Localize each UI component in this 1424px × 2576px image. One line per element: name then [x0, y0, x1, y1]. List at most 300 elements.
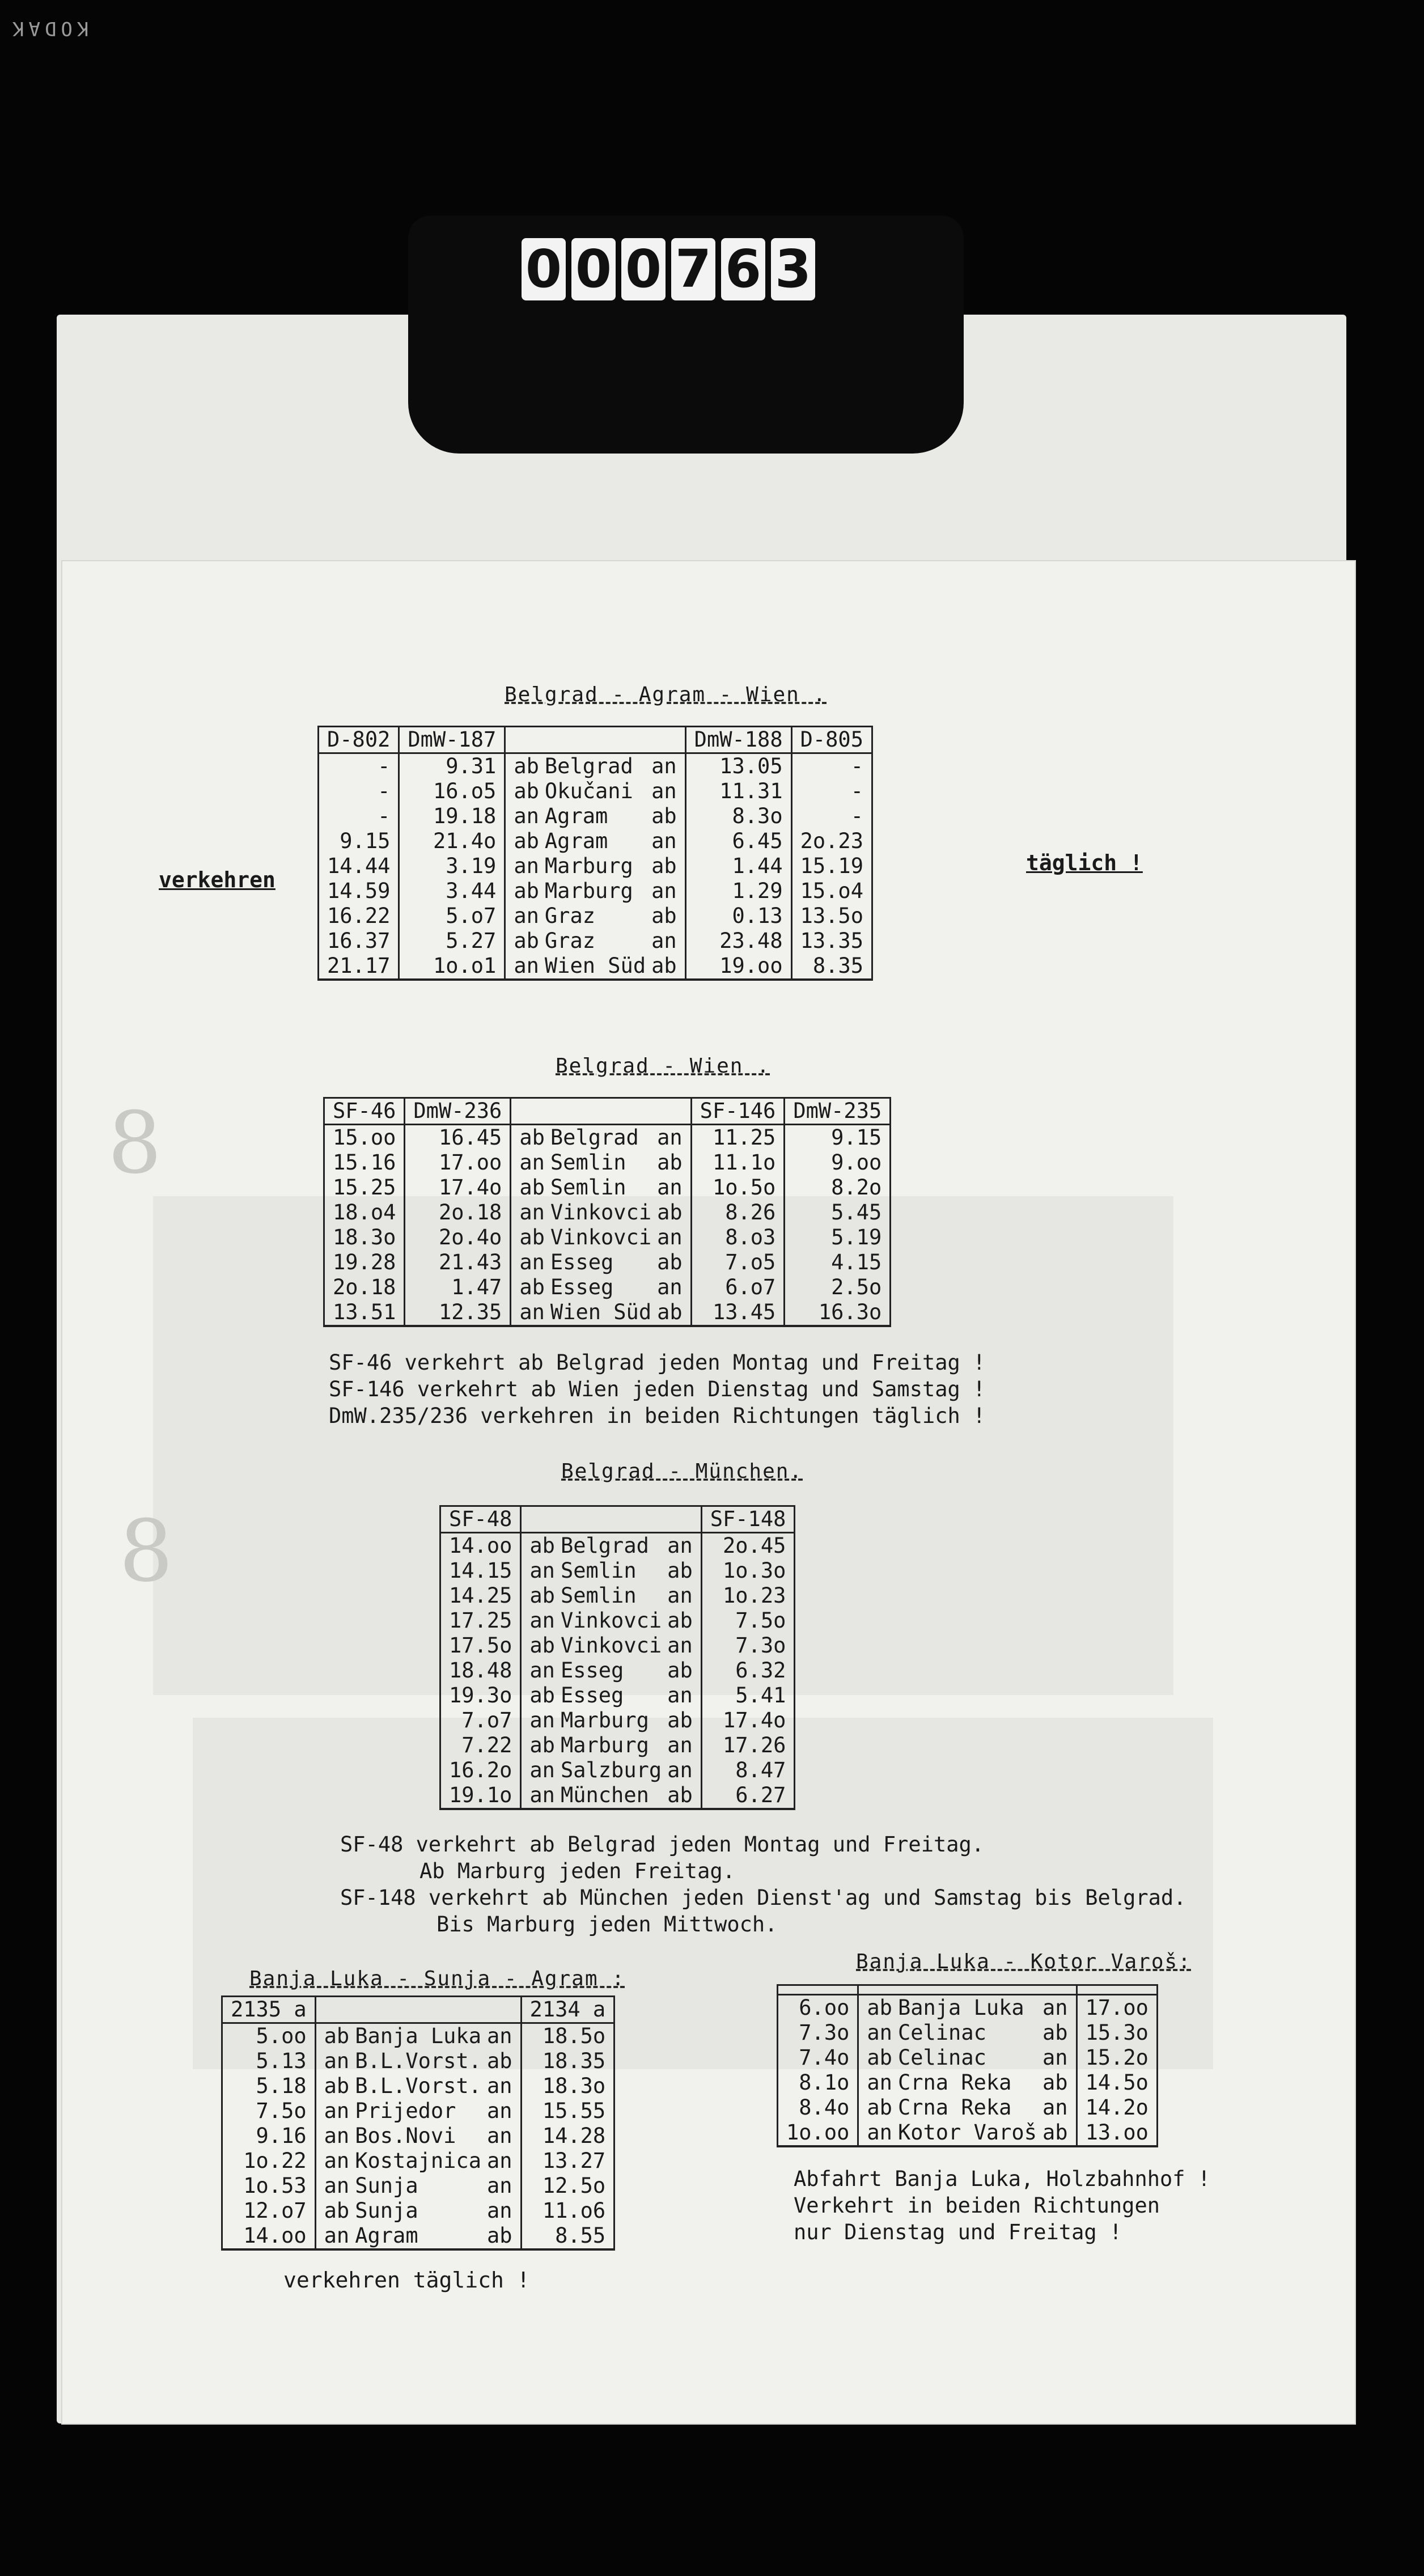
- table-cell: 1.47: [405, 1275, 511, 1300]
- table-cell: 9.oo: [785, 1150, 891, 1175]
- table-cell: 15.16: [324, 1150, 405, 1175]
- column-header: DmW-188: [685, 727, 791, 753]
- table-cell: an: [667, 1758, 701, 1783]
- table-cell: 15.oo: [324, 1125, 405, 1151]
- table-row: [440, 1683, 795, 1708]
- table-row: [222, 2223, 614, 2249]
- table-cell: an: [521, 1708, 555, 1733]
- table-row: [222, 2149, 614, 2174]
- table-cell: 19.18: [399, 804, 505, 829]
- table-cell: ab: [505, 829, 539, 854]
- table-row: [440, 1533, 795, 1559]
- table-row: [324, 1125, 891, 1151]
- note-line: SF-146 verkehrt ab Wien jeden Dienstag und Samstag !: [329, 1377, 986, 1401]
- table-cell: 7.22: [440, 1733, 521, 1758]
- table-cell: 5.oo: [222, 2023, 316, 2049]
- table-cell: 14.5o: [1077, 2070, 1157, 2095]
- table-cell: 5.19: [785, 1225, 891, 1250]
- table-cell: an: [511, 1150, 545, 1175]
- table-row: [319, 954, 872, 980]
- table-cell: an: [667, 1583, 701, 1608]
- table-cell: ab: [858, 2095, 892, 2120]
- table-row: [778, 2070, 1158, 2095]
- table-cell: 15.25: [324, 1175, 405, 1200]
- table-cell: 16.22: [319, 904, 399, 929]
- table-cell: 1o.3o: [701, 1558, 795, 1583]
- table-cell: 8.26: [691, 1200, 785, 1225]
- table-cell: Graz: [544, 904, 595, 928]
- table-cell: an: [487, 2099, 521, 2124]
- table-cell: an: [511, 1300, 545, 1326]
- table-cell: 11.31: [685, 779, 791, 804]
- table-cell: 13.35: [791, 929, 872, 954]
- table-cell: 11.1o: [691, 1150, 785, 1175]
- table-cell: 15.3o: [1077, 2020, 1157, 2045]
- table-cell: an: [667, 1633, 701, 1658]
- table-row: [319, 904, 872, 929]
- table-cell: ab: [858, 1995, 892, 2021]
- note-line: Verkehrt in beiden Richtungen: [794, 2193, 1160, 2218]
- column-header: [521, 1506, 701, 1533]
- table-cell: an: [521, 1783, 555, 1809]
- table-cell: 19.1o: [440, 1783, 521, 1809]
- table-cell: ab: [1042, 2120, 1077, 2146]
- table-cell: Agram: [349, 2223, 487, 2249]
- table-cell: 18.3o: [521, 2074, 614, 2099]
- table-row: [319, 829, 872, 854]
- column-header: 2134 a: [521, 1997, 614, 2023]
- table-cell: Crna Reka: [897, 2070, 1012, 2095]
- note-line: Abfahrt Banja Luka, Holzbahnhof !: [794, 2167, 1211, 2191]
- table-cell: an: [315, 2174, 349, 2198]
- table-cell: 16.o5: [399, 779, 505, 804]
- column-header: [505, 727, 685, 753]
- table-cell: 14.25: [440, 1583, 521, 1608]
- table-cell: -: [791, 753, 872, 779]
- table-cell: an: [858, 2120, 892, 2146]
- column-header: SF-146: [691, 1098, 785, 1125]
- table-cell: 8.4o: [778, 2095, 858, 2120]
- table-cell: an: [1042, 2045, 1077, 2070]
- table-cell: an: [651, 779, 685, 804]
- table-cell: Semlin: [550, 1175, 626, 1200]
- table-cell: ab: [521, 1583, 555, 1608]
- column-header: DmW-235: [785, 1098, 891, 1125]
- table-cell: Vinkovci: [550, 1200, 652, 1225]
- table-cell: ab: [651, 954, 685, 980]
- table-row: [440, 1733, 795, 1758]
- table-row: [222, 2124, 614, 2149]
- table-cell: Graz: [544, 929, 595, 953]
- table-cell: an: [487, 2149, 521, 2174]
- table-cell: 1o.o1: [399, 954, 505, 980]
- table-cell: 12.o7: [222, 2198, 316, 2223]
- table-cell: ab: [651, 904, 685, 929]
- table-cell: an: [521, 1558, 555, 1583]
- column-header: [778, 1985, 858, 1995]
- table-cell: 18.48: [440, 1658, 521, 1683]
- table-cell: -: [791, 804, 872, 829]
- table-cell: an: [315, 2223, 349, 2249]
- table-cell: an: [505, 954, 539, 980]
- header-row: [778, 1985, 1158, 1995]
- table-row: [440, 1708, 795, 1733]
- table-row: [440, 1658, 795, 1683]
- table-row: [222, 2049, 614, 2074]
- column-header: SF-148: [701, 1506, 795, 1533]
- table-cell: Vinkovci: [560, 1608, 662, 1633]
- table-cell: Esseg: [550, 1250, 614, 1274]
- table-cell: 11.o6: [521, 2198, 614, 2223]
- table-cell: Okučani: [544, 779, 633, 803]
- table-cell: Belgrad: [550, 1125, 639, 1150]
- table-cell: Esseg: [560, 1683, 624, 1708]
- table-cell: 7.o5: [691, 1250, 785, 1275]
- table-cell: 5.18: [222, 2074, 316, 2099]
- table-cell: ab: [315, 2023, 349, 2049]
- header-row: [222, 1997, 614, 2023]
- table-cell: an: [1042, 2095, 1077, 2120]
- title-banja-luka-sunja-agram: Banja Luka - Sunja - Agram :: [249, 1967, 625, 1990]
- table-cell: Belgrad: [560, 1533, 649, 1558]
- counter-digit: 7: [671, 238, 715, 300]
- timetable-belgrad-muenchen: [439, 1505, 795, 1810]
- table-cell: Prijedor: [355, 2099, 456, 2123]
- table-cell: Esseg: [560, 1658, 624, 1683]
- table-cell: 15.o4: [791, 879, 872, 904]
- table-cell: 17.4o: [405, 1175, 511, 1200]
- label-taeglich: täglich !: [1026, 850, 1143, 875]
- table-row: [324, 1225, 891, 1250]
- table-cell: Celinac: [897, 2045, 986, 2070]
- table-cell: 2o.4o: [405, 1225, 511, 1250]
- table-cell: 13.45: [691, 1300, 785, 1326]
- table-cell: ab: [521, 1683, 555, 1708]
- document-page: [62, 561, 1355, 2424]
- note-line: SF-48 verkehrt ab Belgrad jeden Montag und Freitag.: [340, 1832, 985, 1857]
- table-cell: Agram: [544, 829, 608, 853]
- table-cell: 2.5o: [785, 1275, 891, 1300]
- table-cell: 21.43: [405, 1250, 511, 1275]
- table-cell: 8.55: [521, 2223, 614, 2249]
- table-cell: an: [521, 1658, 555, 1683]
- title-belgrad-wien: Belgrad - Wien .: [556, 1054, 770, 1078]
- column-header: D-802: [319, 727, 399, 753]
- table-cell: 17.5o: [440, 1633, 521, 1658]
- counter-digit: 3: [771, 238, 815, 300]
- table-cell: 14.44: [319, 854, 399, 879]
- table-cell: an: [315, 2149, 349, 2174]
- table-cell: 1o.5o: [691, 1175, 785, 1200]
- counter-digit: 0: [571, 238, 616, 300]
- table-cell: ab: [651, 854, 685, 879]
- table-cell: 13.5o: [791, 904, 872, 929]
- header-row: [319, 727, 872, 753]
- counter-digit: 6: [721, 238, 765, 300]
- table-row: [319, 854, 872, 879]
- table-row: [778, 2020, 1158, 2045]
- table-row: [778, 1995, 1158, 2021]
- table-cell: Wien Süd: [539, 954, 651, 980]
- table-cell: 19.3o: [440, 1683, 521, 1708]
- title-belgrad-agram-wien: Belgrad - Agram - Wien .: [505, 683, 827, 706]
- table-row: [319, 779, 872, 804]
- table-cell: 12.35: [405, 1300, 511, 1326]
- table-cell: Marburg: [544, 879, 633, 903]
- table-row: [440, 1758, 795, 1783]
- table-cell: Vinkovci: [560, 1633, 662, 1658]
- table-cell: an: [651, 879, 685, 904]
- table-cell: 13.51: [324, 1300, 405, 1326]
- table-row: [319, 929, 872, 954]
- table-cell: Banja Luka: [355, 2024, 481, 2048]
- table-cell: 19.oo: [685, 954, 791, 980]
- table-cell: 15.19: [791, 854, 872, 879]
- timetable-banja-luka-sunja-agram: [221, 1995, 615, 2251]
- table-cell: 18.35: [521, 2049, 614, 2074]
- table-cell: 1.29: [685, 879, 791, 904]
- table-cell: 17.oo: [405, 1150, 511, 1175]
- table-cell: 2o.23: [791, 829, 872, 854]
- table-cell: 18.3o: [324, 1225, 405, 1250]
- table-cell: an: [487, 2124, 521, 2149]
- table-cell: an: [651, 829, 685, 854]
- table-cell: 2o.45: [701, 1533, 795, 1559]
- table-row: [222, 2174, 614, 2198]
- timetable-belgrad-wien: [323, 1097, 891, 1327]
- column-header: DmW-236: [405, 1098, 511, 1125]
- table-cell: ab: [667, 1783, 701, 1809]
- table-cell: ab: [505, 779, 539, 804]
- margin-number-1: 8: [108, 1094, 162, 1193]
- table-cell: ab: [858, 2045, 892, 2070]
- table-cell: an: [858, 2020, 892, 2045]
- table-cell: Salzburg: [560, 1758, 662, 1782]
- column-header: D-805: [791, 727, 872, 753]
- table-cell: an: [657, 1125, 691, 1151]
- title-belgrad-muenchen: Belgrad - München.: [561, 1460, 803, 1483]
- table-cell: ab: [657, 1300, 691, 1326]
- header-row: [440, 1506, 795, 1533]
- note-line: nur Dienstag und Freitag !: [794, 2220, 1122, 2244]
- table-cell: 18.5o: [521, 2023, 614, 2049]
- table-cell: ab: [521, 1733, 555, 1758]
- table-cell: Esseg: [550, 1275, 614, 1299]
- table-row: [324, 1250, 891, 1275]
- table-cell: 5.45: [785, 1200, 891, 1225]
- note-line: DmW.235/236 verkehren in beiden Richtungen täglich !: [329, 1404, 986, 1428]
- table-cell: 2o.18: [324, 1275, 405, 1300]
- table-cell: an: [521, 1758, 555, 1783]
- table-cell: 17.26: [701, 1733, 795, 1758]
- table-cell: 2o.18: [405, 1200, 511, 1225]
- table-cell: Sunja: [355, 2198, 418, 2223]
- table-cell: 1o.oo: [778, 2120, 858, 2146]
- table-cell: 3.44: [399, 879, 505, 904]
- table-cell: an: [315, 2124, 349, 2149]
- table-cell: an: [651, 753, 685, 779]
- table-cell: -: [791, 779, 872, 804]
- table-cell: ab: [511, 1175, 545, 1200]
- note-line: Ab Marburg jeden Freitag.: [419, 1859, 735, 1883]
- table-cell: an: [487, 2174, 521, 2198]
- table-cell: 14.2o: [1077, 2095, 1157, 2120]
- table-row: [324, 1150, 891, 1175]
- table-cell: 7.3o: [701, 1633, 795, 1658]
- counter-digit: 0: [621, 238, 666, 300]
- table-cell: 14.28: [521, 2124, 614, 2149]
- table-cell: 21.4o: [399, 829, 505, 854]
- column-header: [315, 1997, 521, 2023]
- table-cell: ab: [1042, 2020, 1077, 2045]
- table-cell: Kotor Varoš: [892, 2120, 1042, 2146]
- table-cell: 1o.23: [701, 1583, 795, 1608]
- table-cell: 16.37: [319, 929, 399, 954]
- column-header: [858, 1985, 1077, 1995]
- table-cell: ab: [511, 1275, 545, 1300]
- table-cell: an: [651, 929, 685, 954]
- table-row: [778, 2095, 1158, 2120]
- table-cell: 4.15: [785, 1250, 891, 1275]
- table-cell: ab: [657, 1200, 691, 1225]
- table-cell: an: [1042, 1995, 1077, 2021]
- table-row: [440, 1583, 795, 1608]
- table-cell: an: [657, 1225, 691, 1250]
- table-cell: 3.19: [399, 854, 505, 879]
- column-header: 2135 a: [222, 1997, 316, 2023]
- table-cell: Bos.Novi: [355, 2124, 456, 2148]
- table-cell: Celinac: [897, 2020, 986, 2045]
- table-cell: an: [487, 2198, 521, 2223]
- table-cell: an: [511, 1200, 545, 1225]
- table-cell: 8.47: [701, 1758, 795, 1783]
- table-cell: 14.oo: [440, 1533, 521, 1559]
- label-verkehren: verkehren: [159, 867, 276, 892]
- table-cell: ab: [505, 879, 539, 904]
- table-cell: ab: [521, 1533, 555, 1559]
- counter-digit: 0: [522, 238, 566, 300]
- table-cell: ab: [657, 1150, 691, 1175]
- table-cell: ab: [505, 929, 539, 954]
- table-cell: 7.3o: [778, 2020, 858, 2045]
- table-cell: ab: [521, 1633, 555, 1658]
- table-cell: an: [505, 904, 539, 929]
- table-cell: ab: [487, 2223, 521, 2249]
- table-cell: 16.3o: [785, 1300, 891, 1326]
- table-cell: ab: [1042, 2070, 1077, 2095]
- table-cell: 6.32: [701, 1658, 795, 1683]
- table-cell: B.L.Vorst.: [355, 2074, 481, 2098]
- table-row: [222, 2074, 614, 2099]
- column-header: [511, 1098, 691, 1125]
- table-cell: 1o.22: [222, 2149, 316, 2174]
- table-cell: 15.2o: [1077, 2045, 1157, 2070]
- table-row: [319, 879, 872, 904]
- table-cell: B.L.Vorst.: [355, 2049, 481, 2073]
- label-verkehren-taeglich: verkehren täglich !: [283, 2268, 530, 2293]
- table-cell: Semlin: [560, 1558, 637, 1583]
- table-cell: an: [667, 1733, 701, 1758]
- table-cell: an: [505, 804, 539, 829]
- table-cell: 17.4o: [701, 1708, 795, 1733]
- table-cell: 7.5o: [222, 2099, 316, 2124]
- table-row: [319, 753, 872, 779]
- table-cell: 18.o4: [324, 1200, 405, 1225]
- table-cell: Sunja: [355, 2174, 418, 2198]
- table-row: [222, 2099, 614, 2124]
- table-cell: 23.48: [685, 929, 791, 954]
- table-cell: ab: [315, 2074, 349, 2099]
- table-cell: 8.35: [791, 954, 872, 980]
- table-row: [324, 1200, 891, 1225]
- table-cell: 13.27: [521, 2149, 614, 2174]
- note-line: Bis Marburg jeden Mittwoch.: [436, 1912, 778, 1937]
- table-cell: an: [487, 2023, 521, 2049]
- title-banja-luka-kotor-varos: Banja Luka - Kotor Varoš:: [856, 1950, 1192, 1973]
- table-row: [324, 1300, 891, 1326]
- table-cell: Belgrad: [544, 754, 633, 778]
- table-cell: an: [315, 2099, 349, 2124]
- column-header: DmW-187: [399, 727, 505, 753]
- table-cell: 9.16: [222, 2124, 316, 2149]
- table-cell: 16.45: [405, 1125, 511, 1151]
- table-cell: 14.oo: [222, 2223, 316, 2249]
- table-cell: Marburg: [560, 1733, 649, 1757]
- table-row: [222, 2023, 614, 2049]
- table-cell: 6.45: [685, 829, 791, 854]
- table-cell: 7.o7: [440, 1708, 521, 1733]
- table-cell: 13.oo: [1077, 2120, 1157, 2146]
- table-row: [440, 1633, 795, 1658]
- table-cell: Semlin: [550, 1150, 626, 1175]
- film-edge-mark: KODAK: [8, 17, 89, 40]
- table-cell: 6.27: [701, 1783, 795, 1809]
- table-cell: 1.44: [685, 854, 791, 879]
- table-cell: 7.4o: [778, 2045, 858, 2070]
- table-cell: 8.1o: [778, 2070, 858, 2095]
- table-cell: 9.15: [319, 829, 399, 854]
- table-cell: 13.05: [685, 753, 791, 779]
- table-cell: 7.5o: [701, 1608, 795, 1633]
- table-cell: an: [657, 1275, 691, 1300]
- margin-number-2: 8: [119, 1502, 173, 1601]
- table-cell: ab: [667, 1558, 701, 1583]
- table-cell: 14.15: [440, 1558, 521, 1583]
- table-cell: ab: [667, 1658, 701, 1683]
- table-cell: Crna Reka: [897, 2095, 1012, 2120]
- table-cell: 16.2o: [440, 1758, 521, 1783]
- table-cell: Kostajnica: [355, 2149, 481, 2173]
- table-cell: 21.17: [319, 954, 399, 980]
- table-row: [324, 1175, 891, 1200]
- column-header: [1077, 1985, 1157, 1995]
- timetable-belgrad-agram-wien: [317, 726, 873, 981]
- timetable-banja-luka-kotor-varos: [777, 1984, 1158, 2147]
- table-cell: 17.oo: [1077, 1995, 1157, 2021]
- table-row: [440, 1608, 795, 1633]
- table-cell: an: [667, 1533, 701, 1559]
- table-cell: 8.o3: [691, 1225, 785, 1250]
- table-cell: Vinkovci: [550, 1225, 652, 1249]
- table-cell: 9.15: [785, 1125, 891, 1151]
- table-cell: Banja Luka: [897, 1995, 1024, 2020]
- table-cell: 9.31: [399, 753, 505, 779]
- table-cell: 15.55: [521, 2099, 614, 2124]
- table-cell: 5.13: [222, 2049, 316, 2074]
- table-cell: ab: [657, 1250, 691, 1275]
- column-header: SF-48: [440, 1506, 521, 1533]
- table-cell: 5.41: [701, 1683, 795, 1708]
